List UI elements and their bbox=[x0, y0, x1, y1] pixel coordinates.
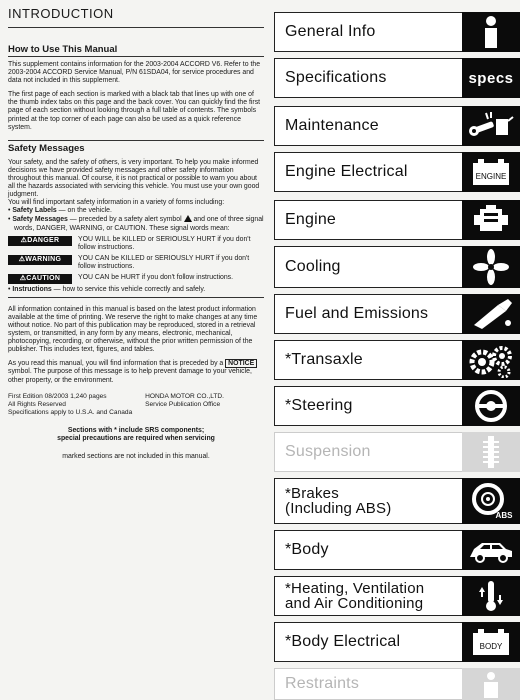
info-text bbox=[8, 306, 264, 385]
warning-row bbox=[8, 255, 264, 271]
shock-absorber-icon bbox=[462, 432, 520, 472]
tab-label: Maintenance bbox=[274, 106, 462, 146]
fan-icon bbox=[462, 246, 520, 288]
brake-disc-icon bbox=[462, 478, 520, 524]
tab-label: Suspension bbox=[274, 432, 462, 472]
tab-engine[interactable] bbox=[268, 200, 520, 240]
tab-label: *Heating, Ventilation and Air Conditioning bbox=[274, 576, 462, 616]
safety-para-1: Your safety, and the safety of others, is very important. To help you make informed decisions we have provided safety messages and other safety information throughout this manual. Of course, it is not practical or possible to warn you about all the hazards associated with servicing this vehicle. You must use your own good judgment. bbox=[8, 158, 260, 199]
srs-note: Sections with * include SRS components; special precautions are required when servicing bbox=[57, 426, 215, 442]
tab-label: *Brakes (Including ABS) bbox=[274, 478, 462, 524]
body-badge-text: BODY bbox=[479, 642, 503, 651]
tab-body-electrical[interactable] bbox=[268, 622, 520, 662]
tab-fuel-emissions[interactable] bbox=[268, 294, 520, 334]
edition-line-2: All Rights Reserved bbox=[8, 400, 66, 408]
how-to-heading: How to Use This Manual bbox=[8, 44, 264, 57]
tab-label: Engine Electrical bbox=[274, 152, 462, 192]
gears-icon bbox=[462, 340, 520, 380]
tab-label: *Transaxle bbox=[274, 340, 462, 380]
abs-badge-text: ABS bbox=[495, 511, 513, 520]
tab-label: Specifications bbox=[274, 58, 462, 98]
thumb-index-tabs bbox=[268, 0, 520, 700]
warning-text: YOU CAN be KILLED or SERIOUSLY HURT if you don't follow instructions. bbox=[78, 254, 250, 270]
tab-steering[interactable] bbox=[268, 386, 520, 426]
info-icon bbox=[462, 12, 520, 52]
edition-info bbox=[8, 393, 264, 417]
edition-line-3: Specifications apply to U.S.A. and Canada bbox=[8, 408, 133, 416]
tab-label: *Steering bbox=[274, 386, 462, 426]
tab-label: Engine bbox=[274, 200, 462, 240]
tab-transaxle[interactable] bbox=[268, 340, 520, 380]
bullet-safety-messages: • Safety Messages — preceded by a safety alert symbol and one of three signal words, DANGER, WARNING, or CAUTION. These signal words mean: bbox=[8, 216, 264, 232]
safety-alert-icon bbox=[184, 215, 192, 222]
danger-row bbox=[8, 236, 264, 252]
tab-brakes[interactable] bbox=[268, 478, 520, 524]
page-title: INTRODUCTION bbox=[8, 6, 264, 28]
edition-line-1: First Edition 08/2003 1,240 pages bbox=[8, 392, 107, 400]
seatbelt-icon bbox=[462, 668, 520, 700]
tab-label: *Body bbox=[274, 530, 462, 570]
how-to-text bbox=[8, 61, 264, 132]
info-para-2: As you read this manual, you will find information that is preceded by a NOTICE symbol. The purpose of this message is to help prevent damage to your vehicle, other property, or the environment. bbox=[8, 360, 264, 384]
tab-label: Restraints bbox=[274, 668, 462, 700]
wrench-oil-icon bbox=[462, 106, 520, 146]
battery-body-icon bbox=[462, 622, 520, 662]
safety-heading: Safety Messages bbox=[8, 142, 85, 154]
bullet-safety-labels: • Safety Labels — on the vehicle. bbox=[8, 207, 112, 215]
fuel-nozzle-icon bbox=[462, 294, 520, 334]
thermometer-icon bbox=[462, 576, 520, 616]
publisher-line-1: HONDA MOTOR CO.,LTD. bbox=[145, 392, 224, 400]
tab-specifications[interactable] bbox=[268, 58, 520, 98]
specs-icon: specs bbox=[462, 58, 520, 98]
how-to-para-1: This supplement contains information for the 2003-2004 ACCORD V6. Refer to the 2003-2004 ACCORD Service Manual, P/N 61SDA04, for service procedures and data not included in this supplement. bbox=[8, 61, 261, 85]
battery-engine-icon bbox=[462, 152, 520, 192]
safety-para-2: You will find important safety information in a variety of forms including: bbox=[8, 199, 225, 207]
tab-cooling[interactable] bbox=[268, 246, 520, 288]
srs-note-footer: marked sections are not included in this manual. bbox=[62, 453, 210, 461]
tab-label: Cooling bbox=[274, 246, 462, 288]
publisher-line-2: Service Publication Office bbox=[145, 400, 221, 408]
tab-suspension[interactable] bbox=[268, 432, 520, 472]
tab-label: Fuel and Emissions bbox=[274, 294, 462, 334]
caution-row bbox=[8, 274, 264, 284]
info-para-1: All information contained in this manual is based on the latest product information available at the time of printing. We reserve the right to make changes at any time without notice. No part of this publication may be reproduced, stored in a retrieval system, or transmitted, in any form by any means, electronic, mechanical, photocopying, recording, or otherwise, without the prior written permission of the publisher. This includes text, figures, and tables. bbox=[8, 305, 258, 354]
steering-wheel-icon bbox=[462, 386, 520, 426]
safety-section bbox=[8, 140, 264, 298]
notice-symbol: NOTICE bbox=[225, 359, 257, 368]
engine-badge-text: ENGINE bbox=[475, 172, 507, 181]
tab-body[interactable] bbox=[268, 530, 520, 570]
danger-text: YOU WILL be KILLED or SERIOUSLY HURT if you don't follow instructions. bbox=[78, 235, 251, 251]
car-body-icon bbox=[462, 530, 520, 570]
tab-restraints[interactable] bbox=[268, 668, 520, 700]
how-to-para-2: The first page of each section is marked with a black tab that lines up with one of the thumb index tabs on this page and the back cover. You can quickly find the first page of each section without looking through a full table of contents. The symbols printed at the top corner of each page can also be used as a quick reference system. bbox=[8, 91, 261, 131]
danger-label: ⚠DANGER bbox=[8, 236, 72, 246]
tab-label: *Body Electrical bbox=[274, 622, 462, 662]
caution-text: YOU CAN be HURT if you don't follow instructions. bbox=[78, 273, 234, 281]
warning-label: ⚠WARNING bbox=[8, 255, 72, 265]
tab-general-info[interactable] bbox=[268, 12, 520, 52]
bullet-instructions: • Instructions — how to service this vehicle correctly and safely. bbox=[8, 285, 206, 293]
caution-label: ⚠CAUTION bbox=[8, 274, 72, 284]
intro-column bbox=[8, 6, 264, 696]
engine-block-icon bbox=[462, 200, 520, 240]
tab-label: General Info bbox=[274, 12, 462, 52]
tab-maintenance[interactable] bbox=[268, 106, 520, 146]
tab-hvac[interactable] bbox=[268, 576, 520, 616]
tab-engine-electrical[interactable] bbox=[268, 152, 520, 192]
